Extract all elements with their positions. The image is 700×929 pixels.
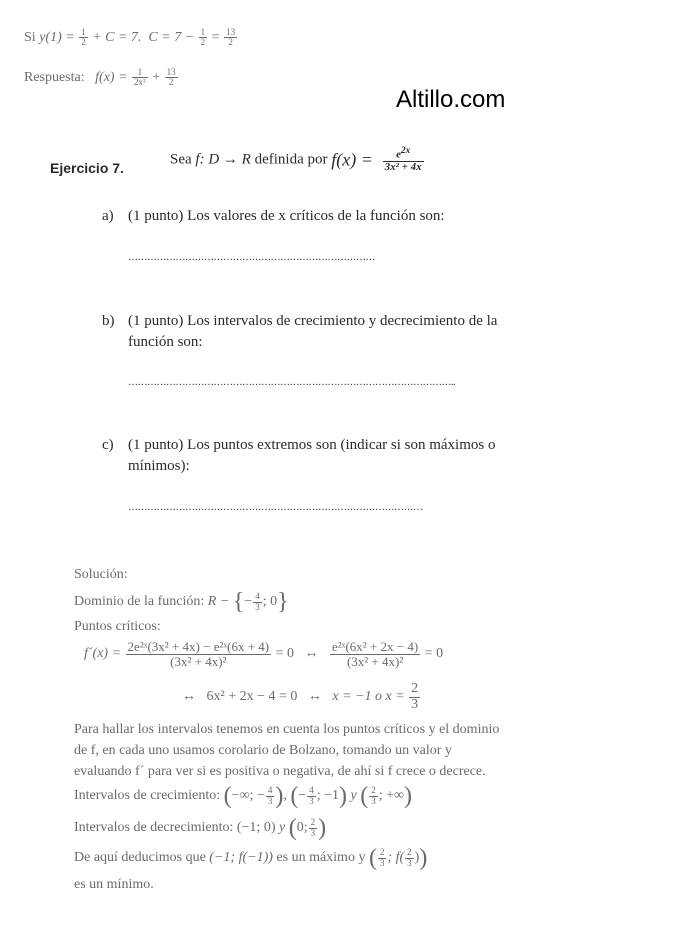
fraction: [224, 28, 237, 48]
numerator: 4: [267, 785, 273, 796]
equals-zero: = 0: [424, 646, 444, 662]
minimum-close: ): [414, 850, 420, 865]
item-c-answer-dots: …………………………………………………………………………………: [128, 502, 423, 513]
item-a-marker: a): [102, 208, 114, 224]
item-c-text-line2: mínimos):: [128, 458, 190, 474]
text-definida: definida por: [254, 151, 328, 168]
iff-arrow: ↔: [182, 689, 196, 705]
numerator: 13: [226, 27, 236, 37]
watermark-altillo: Altillo.com: [396, 86, 506, 113]
domain-label: Dominio de la función:: [74, 594, 205, 609]
interval-2-minus: −: [298, 788, 307, 803]
domain-r: R −: [207, 594, 230, 609]
conjunction-y: y: [278, 820, 286, 835]
exp-power: 2x: [401, 145, 411, 155]
fraction: [307, 786, 316, 806]
fraction: [253, 592, 262, 612]
interval-1-start: −∞; −: [231, 788, 265, 803]
item-b-text-line2: función son:: [128, 334, 203, 350]
denominator: 3: [407, 857, 412, 868]
item-c-marker: c): [102, 437, 114, 453]
denominator: 2: [81, 37, 86, 48]
fraction: [378, 848, 387, 868]
text-equals: =: [211, 30, 220, 46]
critical-label: Puntos críticos:: [74, 619, 161, 634]
roots-line: [182, 682, 421, 712]
brace-close: }: [277, 589, 289, 615]
item-a-answer-dots: ……………………………………………………………………: [128, 252, 375, 263]
text-fx: f(x) =: [95, 70, 128, 86]
numerator: [383, 146, 424, 162]
numerator: 1: [200, 27, 206, 37]
maximum-point: (−1; f(−1)): [209, 850, 273, 865]
denominator: 3x² + 4x: [384, 161, 422, 174]
domain-zero: ; 0: [262, 594, 278, 609]
minimum-f: ; f(: [387, 850, 405, 865]
paren-close: ): [318, 815, 327, 841]
numerator: 2: [407, 847, 412, 858]
numerator: 2: [371, 785, 376, 796]
conclusion-end: es un mínimo.: [74, 877, 154, 892]
quadratic-equation: 6x² + 2x − 4 = 0: [206, 689, 298, 705]
numerator: 4: [255, 591, 260, 602]
paren-close: ): [339, 783, 348, 809]
numerator: 13: [166, 67, 176, 77]
paren-open: (: [368, 845, 377, 871]
numerator: e²ˣ(6x² + 2x − 4): [332, 639, 419, 654]
denominator: 3: [255, 601, 260, 612]
solution-title: Solución:: [74, 567, 128, 582]
conclusion-line: [74, 846, 427, 870]
item-a-text: (1 punto) Los valores de x críticos de la función son:: [128, 208, 445, 224]
numerator: 1: [81, 27, 86, 37]
fraction: [409, 682, 420, 712]
exercise-title: Ejercicio 7.: [50, 160, 124, 176]
paren-open: (: [288, 815, 297, 841]
item-b-text-line1: (1 punto) Los intervalos de crecimiento y decrecimiento de la: [128, 313, 498, 329]
text-fd: f: D: [195, 151, 220, 168]
denominator: 3: [379, 857, 385, 868]
denominator: 3: [267, 795, 273, 806]
iff-arrow: ↔: [307, 689, 322, 705]
conjunction-y: y: [350, 788, 357, 803]
numerator: 2: [411, 681, 419, 696]
paren-open: (: [290, 783, 299, 809]
exercise-statement: [170, 146, 425, 174]
fraction: [79, 28, 88, 48]
denominator: (3x² + 4x)²: [346, 653, 404, 669]
paragraph-line-3: evaluando f´ para ver si es positiva o negativa, de ahí si f crece o decrece.: [74, 764, 486, 779]
fraction: [199, 28, 208, 48]
iff-arrow: ↔: [304, 646, 319, 662]
fraction: [132, 68, 148, 88]
domain-line: [74, 590, 289, 614]
fraction: [405, 848, 414, 868]
item-c-text-line1: (1 punto) Los puntos extremos son (indicar si son máximos o: [128, 437, 496, 453]
conclusion-intro: De aquí deducimos que: [74, 850, 206, 865]
previous-solution-line: [24, 28, 238, 48]
item-b-marker: b): [102, 313, 115, 329]
previous-answer-line: [24, 68, 179, 88]
denominator: (3x² + 4x)²: [170, 653, 227, 669]
text-arrow-r: → R: [222, 151, 251, 168]
respuesta-label: Respuesta:: [24, 70, 85, 86]
denominator: 3: [309, 795, 314, 806]
fraction: [369, 786, 378, 806]
increasing-label: Intervalos de crecimiento:: [74, 788, 221, 803]
fraction: [266, 786, 275, 806]
denominator: 2: [200, 37, 206, 48]
numerator: 1: [132, 68, 148, 78]
fraction: [165, 68, 178, 88]
paren-close: ): [275, 783, 284, 809]
numerator: 2e²ˣ(3x² + 4x) − e²ˣ(6x + 4): [127, 639, 270, 654]
paren-close: ): [404, 783, 413, 809]
text-c-eq: C = 7 −: [148, 30, 195, 46]
denominator: 2: [228, 37, 233, 48]
paren-close: ): [419, 845, 428, 871]
increasing-intervals-line: Intervalos de crecimiento: (−∞; − $\frac{4}{3}$ ), (− $\frac{4}{3}$ ; −1) y ( $\frac{2}{3}$ ; +∞): [74, 783, 413, 809]
text-fx: f(x) =: [331, 149, 373, 170]
decreasing-intervals-line: [74, 816, 326, 840]
text-y1: y(1) =: [39, 30, 75, 46]
interval-2-end: ; −1: [316, 788, 340, 803]
denominator: 2: [168, 77, 174, 88]
decreasing-label: Intervalos de decrecimiento:: [74, 820, 234, 835]
paren-open: (: [223, 783, 232, 809]
fraction: [309, 818, 318, 838]
derivative-lhs: f´(x) =: [84, 646, 122, 662]
interval-3-end: ; +∞: [378, 788, 405, 803]
paragraph-line-1: Para hallar los intervalos tenemos en cuenta los puntos críticos y el dominio: [74, 722, 500, 737]
exp-base: e: [396, 148, 402, 161]
numerator: 4: [309, 785, 314, 796]
equals-zero: = 0: [275, 646, 295, 662]
function-fraction: [383, 146, 424, 174]
derivative-fraction-1: [126, 640, 272, 668]
conclusion-max-text: es un máximo y: [276, 850, 366, 865]
text-si: Si: [24, 30, 36, 46]
numerator: 2: [310, 817, 316, 828]
derivative-fraction-2: [330, 640, 420, 668]
denominator: 3: [371, 795, 376, 806]
denominator: 3: [411, 696, 419, 712]
derivative-line: [84, 640, 443, 668]
text-plus-c: + C = 7.: [92, 30, 142, 46]
paragraph-line-2: de f, en cada uno usamos corolario de Bolzano, tomando un valor y: [74, 743, 452, 758]
brace-open: {: [232, 589, 245, 615]
decreasing-interval-1: (−1; 0): [236, 820, 276, 835]
text-sea: Sea: [170, 151, 192, 168]
denominator: 3: [310, 827, 316, 838]
text-plus: +: [152, 70, 161, 86]
numerator: 2: [379, 847, 385, 858]
denominator: 2x²: [134, 77, 146, 88]
roots-solution: x = −1 o x =: [332, 689, 405, 705]
domain-minus: −: [244, 594, 253, 609]
decreasing-interval-2-start: 0;: [296, 820, 308, 835]
paren-open: (: [360, 783, 369, 809]
item-b-answer-dots: …………………………………………………………………………………………..: [128, 377, 455, 388]
